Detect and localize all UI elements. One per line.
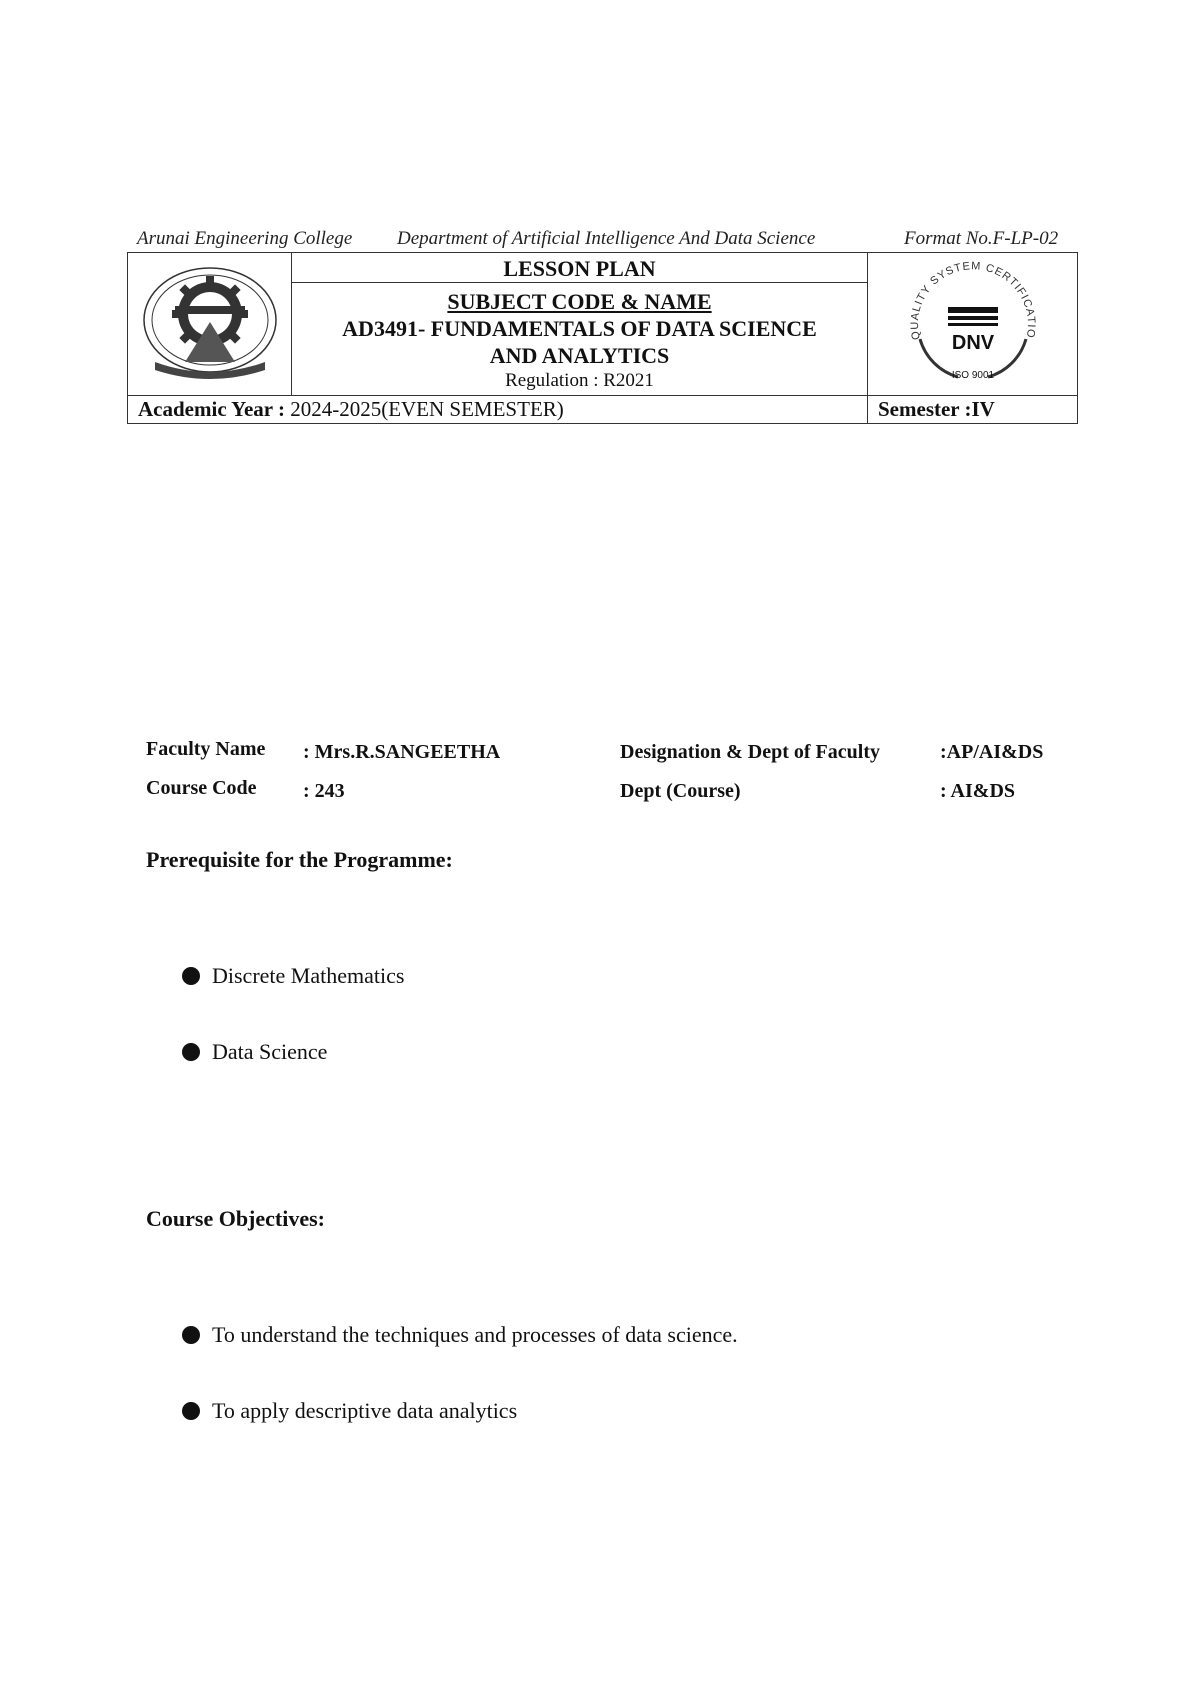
dnv-iso-seal-icon (898, 259, 1048, 384)
course-code-label: Course Code (146, 777, 257, 799)
subject-name-line2: AND ANALYTICS (489, 343, 670, 368)
svg-text:QUALITY SYSTEM CERTIFICATION (898, 259, 1037, 341)
designation-label: Designation & Dept of Faculty (620, 741, 880, 763)
subject-heading: SUBJECT CODE & NAME (447, 289, 712, 314)
faculty-name-value: : Mrs.R.SANGEETHA (303, 741, 501, 763)
course-objectives-title: Course Objectives: (146, 1206, 326, 1231)
lesson-plan-header-table (127, 252, 1078, 424)
semester-value: IV (971, 397, 995, 421)
bullet-icon (182, 1402, 200, 1420)
dept-course-value: : AI&DS (940, 780, 1016, 802)
lesson-plan-title: LESSON PLAN (292, 255, 867, 283)
department-name: Department of Artificial Intelligence And Data Science (397, 228, 816, 249)
subject-name-line1: AD3491- FUNDAMENTALS OF DATA SCIENCE (342, 316, 817, 341)
faculty-name-label: Faculty Name (146, 738, 266, 760)
certification-logo-cell (868, 253, 1078, 396)
document-header-line (127, 228, 1072, 254)
bullet-icon (182, 1326, 200, 1344)
course-code-value: : 243 (303, 780, 345, 802)
dept-course-label: Dept (Course) (620, 780, 741, 802)
college-name: Arunai Engineering College (137, 228, 353, 249)
academic-year-label: Academic Year : (138, 397, 285, 421)
title-cell (292, 253, 868, 396)
semester-label: Semester : (878, 397, 972, 421)
academic-year-value: 2024-2025(EVEN SEMESTER) (290, 397, 564, 421)
list-item: To understand the techniques and processes of data science. (182, 1322, 738, 1348)
gear-emblem-icon (135, 262, 285, 382)
format-number: Format No.F-LP-02 (904, 228, 1059, 249)
bullet-icon (182, 1043, 200, 1061)
list-item: Data Science (182, 1039, 327, 1065)
prerequisite-title: Prerequisite for the Programme: (146, 847, 453, 872)
cert-mark: DNV (951, 332, 994, 354)
regulation: Regulation : R2021 (505, 370, 654, 391)
list-item: To apply descriptive data analytics (182, 1398, 517, 1424)
college-logo-cell (128, 253, 292, 396)
academic-year-cell (128, 396, 868, 424)
cert-standard: ISO 9001 (951, 370, 994, 381)
semester-cell (868, 396, 1078, 424)
cert-ring-text: QUALITY SYSTEM CERTIFICATIO (908, 260, 1037, 341)
bullet-icon (182, 967, 200, 985)
list-item: Discrete Mathematics (182, 963, 404, 989)
designation-value: :AP/AI&DS (940, 741, 1044, 763)
